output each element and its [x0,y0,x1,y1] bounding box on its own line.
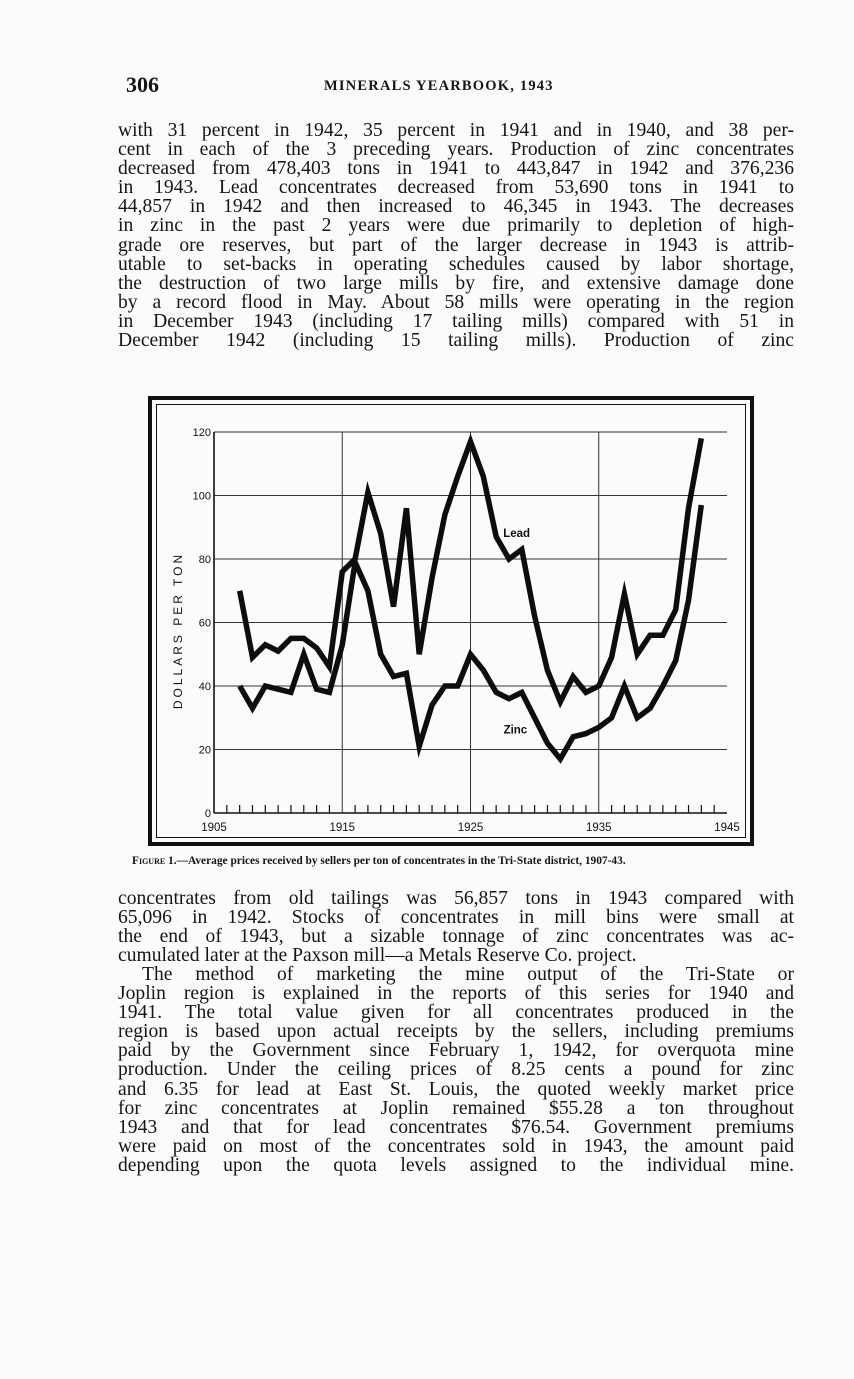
text-line: for zinc concentrates at Joplin remained $55.28 a ton throughout [118,1097,794,1119]
running-title: MINERALS YEARBOOK, 1943 [324,78,554,94]
text-line: Joplin region is explained in the reports of this series for 1940 and [118,983,794,1005]
y-tick-label: 20 [198,744,211,757]
y-tick-label: 0 [204,808,211,820]
x-tick-label: 1945 [714,822,740,834]
x-tick-label: 1925 [457,822,484,834]
y-axis-label: DOLLARS PER TON [171,551,185,710]
price-chart [157,405,748,841]
y-tick-label: 80 [198,554,211,566]
text-line: cent in each of the 3 preceding years. Production of zinc concentrates [118,139,794,161]
text-line: and 6.35 for lead at East St. Louis, the quoted weekly market price [118,1078,794,1100]
text-line: The method of marketing the mine output of the Tri-State or [142,964,794,985]
annotation-zinc: Zinc [503,724,528,737]
text-line: the destruction of two large mills by fire, and extensive damage done [118,272,794,294]
text-line: in 1943. Lead concentrates decreased from 53,690 tons in 1941 to [118,177,794,199]
text-line: in December 1943 (including 17 tailing mills) compared with 51 in [118,310,794,332]
figure-caption [132,855,792,867]
text-line: 65,096 in 1942. Stocks of concentrates in mill bins were small at [118,907,794,929]
text-line: 1943 and that for lead concentrates $76.54. Government premiums [118,1116,794,1138]
paragraph-1 [118,121,794,350]
text-line: 44,857 in 1942 and then increased to 46,345 in 1943. The decreases [118,196,794,218]
x-tick-label: 1915 [329,822,356,834]
text-line: depending upon the quota levels assigned to the individual mine. [118,1154,794,1176]
figure-label: Figure 1. [132,855,177,867]
text-line: with 31 percent in 1942, 35 percent in 1941 and in 1940, and 38 per- [118,120,794,141]
text-line: 1941. The total value given for all concentrates produced in the [118,1002,794,1024]
text-line: by a record flood in May. About 58 mills were operating in the region [118,291,794,313]
text-line: concentrates from old tailings was 56,857 tons in 1943 compared with [118,888,794,909]
y-tick-label: 100 [192,490,211,503]
text-line: utable to set-backs in operating schedules caused by labor shortage, [118,253,794,275]
figure-inner-frame [156,404,746,838]
y-tick-label: 120 [192,427,211,439]
text-line: cumulated later at the Paxson mill—a Metals Reserve Co. project. [118,945,637,967]
page-number: 306 [126,72,159,97]
annotation-lead: Lead [503,527,531,540]
x-tick-label: 1905 [201,822,227,834]
text-line: grade ore reserves, but part of the larger decrease in 1943 is attrib- [118,234,794,256]
figure-caption-text: —Average prices received by sellers per ton of concentrates in the Tri-State district, 1907-43. [176,855,626,867]
text-line: decreased from 478,403 tons in 1941 to 443,847 in 1942 and 376,236 [118,158,794,180]
y-tick-label: 60 [198,617,211,630]
paragraph-2 [118,889,794,965]
y-tick-label: 40 [198,681,211,693]
text-line: production. Under the ceiling prices of 8.25 cents a pound for zinc [118,1059,794,1081]
paragraph-3 [118,965,794,1175]
text-line: were paid on most of the concentrates sold in 1943, the amount paid [118,1135,794,1157]
text-line: paid by the Government since February 1, 1942, for overquota mine [118,1040,794,1062]
page-header [126,72,794,102]
text-line: the end of 1943, but a sizable tonnage of zinc concentrates was ac- [118,926,794,948]
figure-frame [148,396,754,846]
text-line: December 1942 (including 15 tailing mills). Production of zinc [118,330,794,352]
text-line: region is based upon actual receipts by the sellers, including premiums [118,1021,794,1043]
text-line: in zinc in the past 2 years were due primarily to depletion of high- [118,215,794,237]
x-tick-label: 1935 [585,822,612,834]
